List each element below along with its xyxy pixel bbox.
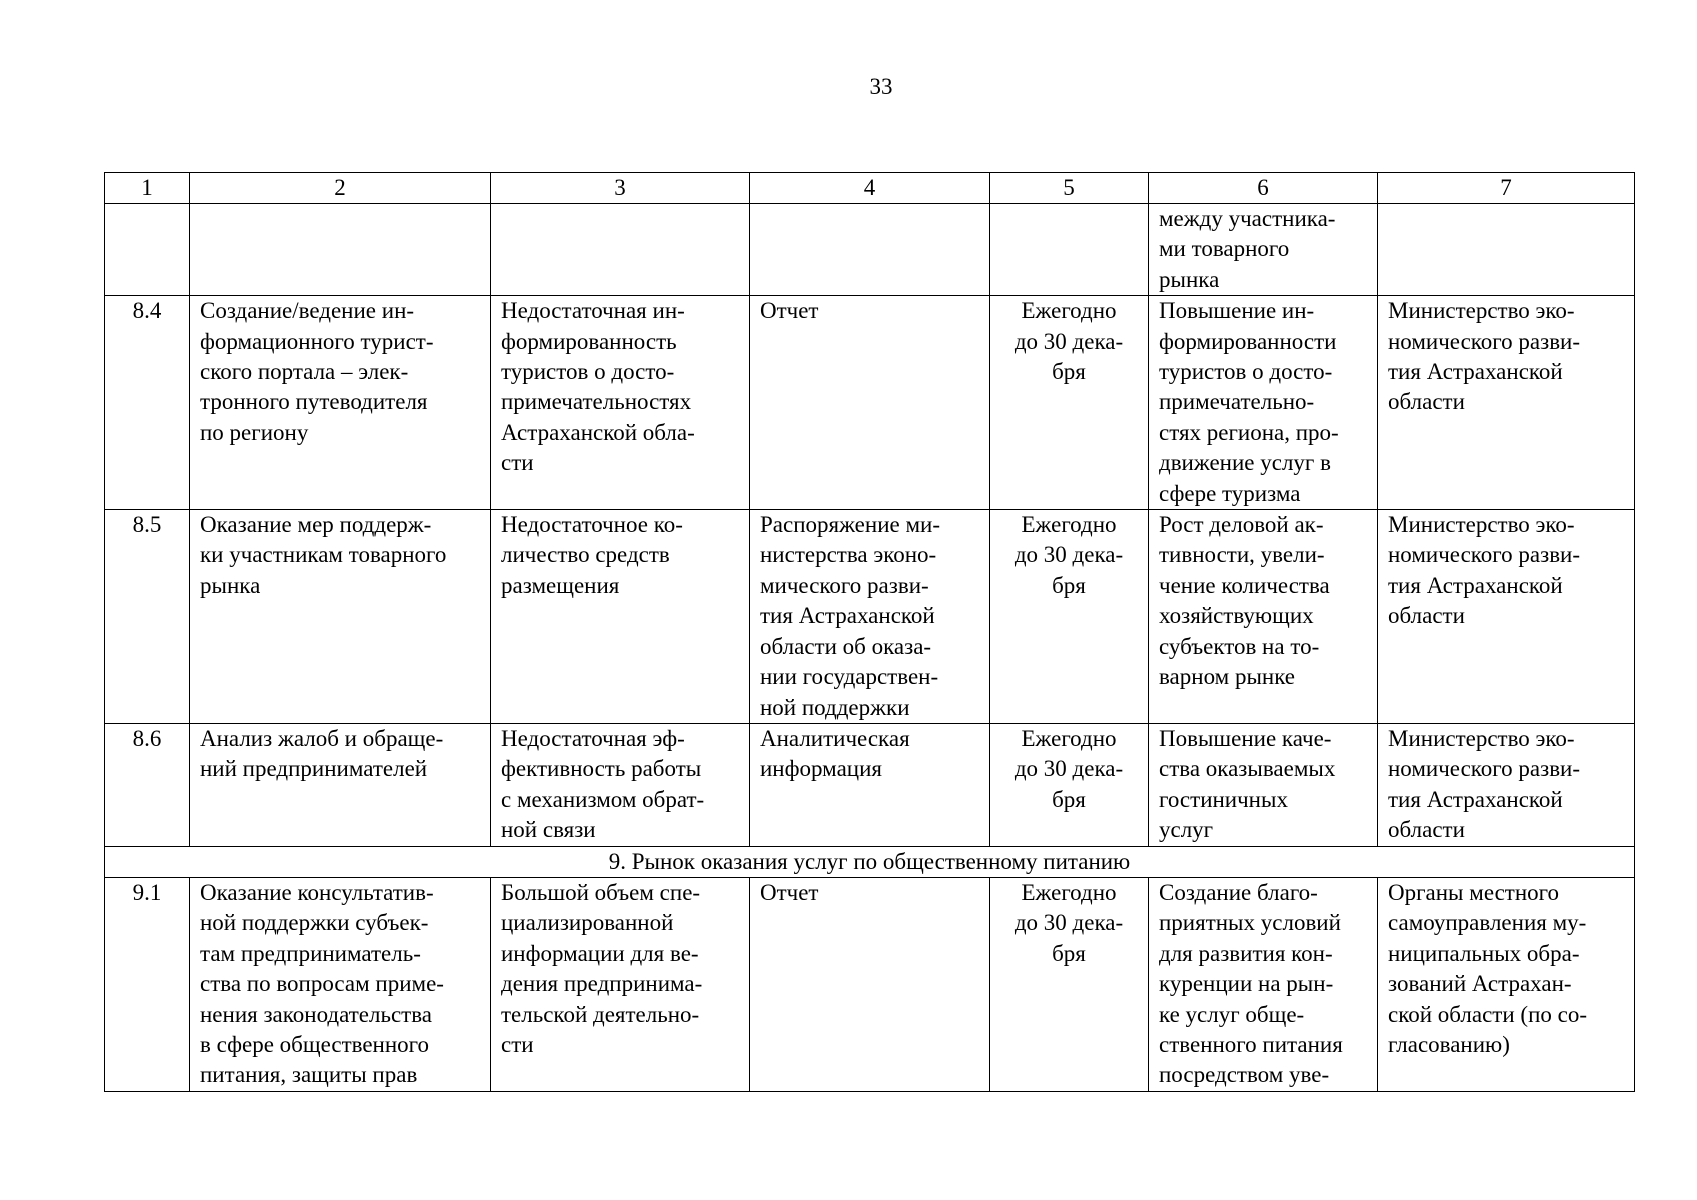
result-text: Повышение ин- формированности туристов о досто- примечательно- стях региона, про- движение услуг в сфере туризма <box>1159 298 1339 506</box>
column-number-3: 3 <box>491 173 750 204</box>
table-header-row <box>105 173 1635 204</box>
executor-text: Министерство эко- номического разви- тия Астраханской области <box>1388 298 1581 415</box>
result-text: Повышение каче- ства оказываемых гостиничных услуг <box>1159 725 1336 843</box>
document-text: Распоряжение ми- нистерства эконо- мического разви- тия Астраханской области об оказа- нии государствен- ной поддержки <box>760 512 940 720</box>
executor-text: Министерство эко- номического разви- тия Астраханской области <box>1388 725 1581 843</box>
problem-cell <box>491 723 750 846</box>
problem-text: Недостаточная ин- формированность туристов о досто- примечательностях Астраханской обла- сти <box>501 298 695 476</box>
column-number-1: 1 <box>105 173 190 204</box>
result-text: Создание благо- приятных условий для развития кон- куренции на рын- ке услуг обще- ственного питания посредством уве- <box>1159 879 1343 1088</box>
result-text: Рост деловой ак- тивности, увели- чение количества хозяйствующих субъектов на то- варном рынке <box>1159 512 1330 690</box>
empty-cell <box>491 204 750 296</box>
result-cell <box>1149 296 1378 510</box>
document-cell <box>750 723 990 846</box>
section-row <box>105 846 1635 877</box>
empty-cell <box>990 204 1149 296</box>
measures-table <box>104 172 1635 1092</box>
table-row <box>105 723 1635 846</box>
result-cell <box>1149 510 1378 724</box>
row-number: 8.4 <box>105 296 190 510</box>
page-number: 33 <box>869 74 893 99</box>
table-row <box>105 510 1635 724</box>
problem-text: Большой объем спе- циализированной информации для ве- дения предпринима- тельской деятельно- сти <box>501 879 703 1057</box>
result-cell <box>1149 877 1378 1091</box>
result-cell <box>1149 204 1378 296</box>
row-number: 9.1 <box>105 877 190 1091</box>
measure-cell <box>190 723 491 846</box>
executor-cell <box>1378 877 1635 1091</box>
table-row-continuation <box>105 204 1635 296</box>
result-text: между участника- ми товарного рынка <box>1159 206 1336 292</box>
column-number-5: 5 <box>990 173 1149 204</box>
executor-cell <box>1378 296 1635 510</box>
problem-cell <box>491 296 750 510</box>
term-text: Ежегодно до 30 дека- бря <box>1014 879 1124 966</box>
document-text: Отчет <box>760 298 819 324</box>
empty-cell <box>1378 204 1635 296</box>
document-cell <box>750 877 990 1091</box>
row-number: 8.6 <box>105 723 190 846</box>
document-cell <box>750 510 990 724</box>
column-number-2: 2 <box>190 173 491 204</box>
measure-cell <box>190 877 491 1091</box>
column-number-7: 7 <box>1378 173 1635 204</box>
measure-text: Оказание консультатив- ной поддержки субъек- там предприниматель- ства по вопросам приме- нения законодательства в сфере общественного питания, защиты прав <box>200 879 444 1088</box>
table-row <box>105 296 1635 510</box>
term-cell <box>990 723 1149 846</box>
section-title: 9. Рынок оказания услуг по общественному питанию <box>105 846 1635 877</box>
measure-text: Анализ жалоб и обраще- ний предпринимателей <box>200 725 444 782</box>
term-cell <box>990 296 1149 510</box>
term-cell <box>990 510 1149 724</box>
executor-text: Министерство эко- номического разви- тия Астраханской области <box>1388 512 1581 629</box>
empty-cell <box>750 204 990 296</box>
result-cell <box>1149 723 1378 846</box>
document-cell <box>750 296 990 510</box>
empty-cell <box>105 204 190 296</box>
column-number-4: 4 <box>750 173 990 204</box>
executor-cell <box>1378 510 1635 724</box>
row-number: 8.5 <box>105 510 190 724</box>
problem-text: Недостаточное ко- личество средств размещения <box>501 512 683 598</box>
problem-cell <box>491 510 750 724</box>
measure-cell <box>190 296 491 510</box>
term-text: Ежегодно до 30 дека- бря <box>1014 512 1124 598</box>
executor-text: Органы местного самоуправления му- ниципальных обра- зований Астрахан- ской области (по со- гласованию) <box>1388 879 1587 1057</box>
document-text: Отчет <box>760 879 819 905</box>
column-number-6: 6 <box>1149 173 1378 204</box>
executor-cell <box>1378 723 1635 846</box>
term-text: Ежегодно до 30 дека- бря <box>1014 725 1124 812</box>
measure-text: Создание/ведение ин- формационного турист- ского портала – элек- тронного путеводителя по региону <box>200 298 434 445</box>
problem-text: Недостаточная эф- фективность работы с механизмом обрат- ной связи <box>501 725 705 843</box>
term-text: Ежегодно до 30 дека- бря <box>1014 298 1124 385</box>
measure-cell <box>190 510 491 724</box>
table-row <box>105 877 1635 1091</box>
problem-cell <box>491 877 750 1091</box>
measure-text: Оказание мер поддерж- ки участникам товарного рынка <box>200 512 447 598</box>
term-cell <box>990 877 1149 1091</box>
document-text: Аналитическая информация <box>760 725 910 782</box>
empty-cell <box>190 204 491 296</box>
